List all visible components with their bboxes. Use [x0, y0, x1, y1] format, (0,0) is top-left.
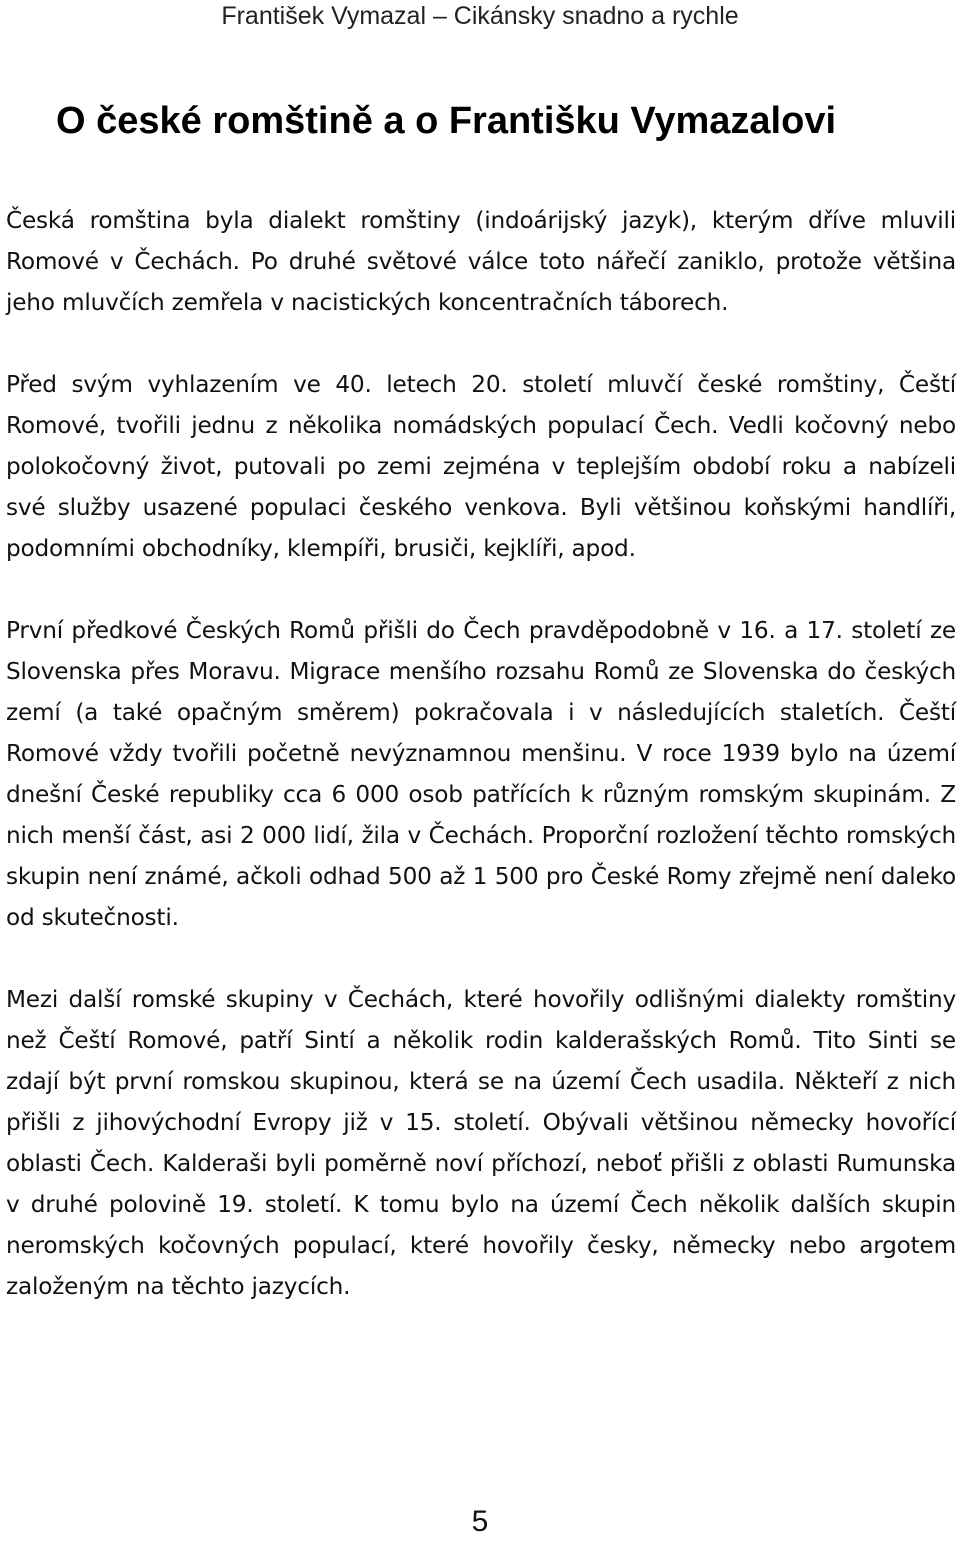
paragraph-ancestors: První předkové Českých Romů přišli do Čech pravděpodobně v 16. a 17. století ze Slovenska přes Moravu. Migrace menšího rozsahu Romů ze Slovenska do českých zemí (a také opačným směrem) pokračovala i v následujících staletích. Čeští Romové vždy tvořili početně nevýznamnou menšinu. V roce 1939 bylo na území dnešní České republiky cca 6 000 osob patřících k různým romským skupinám. Z nich menší část, asi 2 000 lidí, žila v Čechách. Proporční rozložení těchto romských skupin není známé, ačkoli odhad 500 až 1 500 pro České Romy zřejmě není daleko od skutečnosti. [6, 617, 956, 931]
body-text [6, 200, 956, 1307]
page-number: 5 [471, 1505, 489, 1538]
paragraph-intro: Česká romština byla dialekt romštiny (indoárijský jazyk), kterým dříve mluvili Romové v Čechách. Po druhé světové válce toto nářečí zaniklo, protože většina jeho mluvčích zemřela v nacistických koncentračních táborech. [6, 207, 956, 316]
paragraph-before-extermination: Před svým vyhlazením ve 40. letech 20. století mluvčí české romštiny, Čeští Romové, tvořili jednu z několika nomádských populací Čech. Vedli kočovný nebo polokočovný život, putovali po zemi zejména v teplejším období roku a nabízeli své služby usazené populaci českého venkova. Byli většinou koňskými handlíři, podomními obchodníky, klempíři, brusiči, kejklíři, apod. [6, 371, 956, 562]
paragraph-other-groups: Mezi další romské skupiny v Čechách, které hovořily odlišnými dialekty romštiny než Čeští Romové, patří Sintí a několik rodin kalderašských Romů. Tito Sinti se zdají být první romskou skupinou, která se na území Čech usadila. Někteří z nich přišli z jihovýchodní Evropy již v 15. století. Obývali většinou německy hovořící oblasti Čech. Kalderaši byli poměrně noví příchozí, neboť přišli z oblasti Rumunska v druhé polovině 19. století. K tomu bylo na území Čech několik dalších skupin neromských kočovných populací, které hovořily česky, německy nebo argotem založeným na těchto jazycích. [6, 986, 956, 1300]
page-title: O české romštině a o Františku Vymazalovi [56, 100, 837, 142]
running-header: František Vymazal – Cikánsky snadno a rychle [221, 2, 739, 30]
